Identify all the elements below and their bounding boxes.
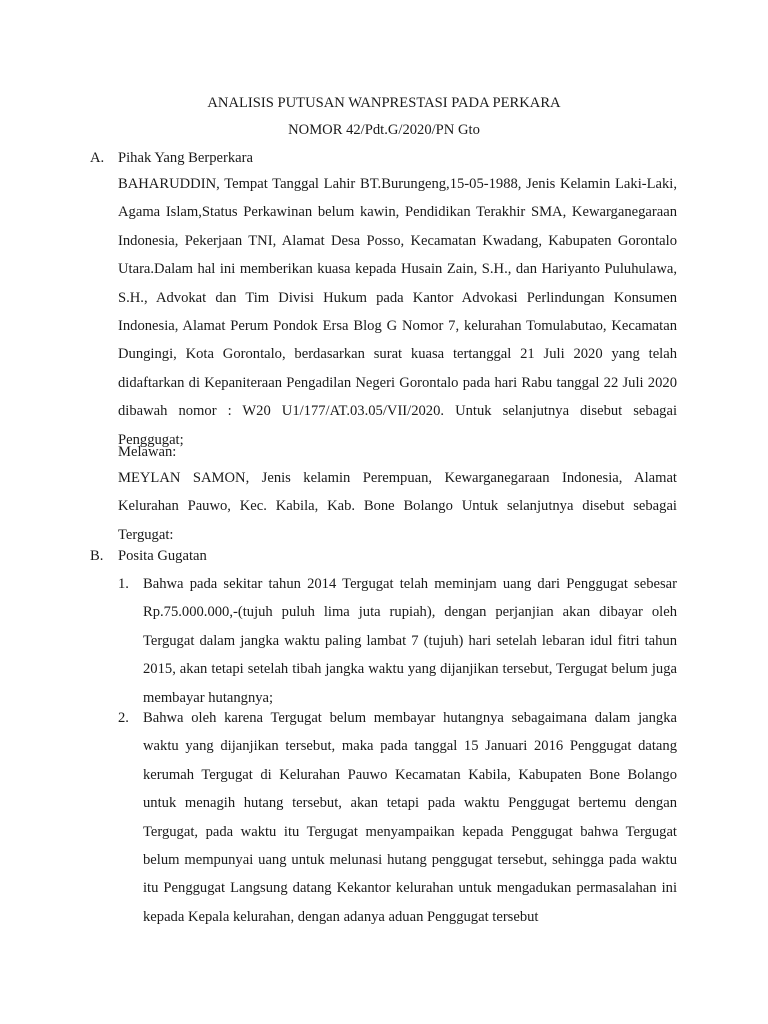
versus-label: Melawan: bbox=[118, 444, 177, 460]
section-a-heading: Pihak Yang Berperkara bbox=[118, 150, 253, 166]
plaintiff-paragraph: BAHARUDDIN, Tempat Tanggal Lahir BT.Burungeng,15-05-1988, Jenis Kelamin Laki-Laki, Agama Islam,Status Perkawinan belum kawin, Pendidikan Terakhir SMA, Kewarganegaraan Indonesia, Pekerjaan TNI, Alamat Desa Posso, Kecamatan Kwadang, Kabupaten Gorontalo Utara.Dalam hal ini memberikan kuasa kepada Husain Zain, S.H., dan Hariyanto Puluhulawa, S.H., Advokat dan Tim Divisi Hukum pada Kantor Advokasi Perlindungan Konsumen Indonesia, Alamat Perum Pondok Ersa Blog G Nomor 7, kelurahan Tomulabutao, Kecamatan Dungingi, Kota Gorontalo, berdasarkan surat kuasa tertanggal 21 Juli 2020 yang telah didaftarkan di Kepaniteraan Pengadilan Negeri Gorontalo pada hari Rabu tanggal 22 Juli 2020 dibawah nomor : W20 U1/177/AT.03.05/VII/2020. Untuk selanjutnya disebut sebagai Penggugat; bbox=[118, 176, 677, 448]
list-item-text: Bahwa pada sekitar tahun 2014 Tergugat telah meminjam uang dari Penggugat sebesar Rp.75.000.000,-(tujuh puluh lima juta rupiah), dengan perjanjian akan dibayar oleh Tergugat dalam jangka waktu paling lambat 7 (tujuh) hari setelah lebaran idul fitri tahun 2015, akan tetapi setelah tibah jangka waktu yang dijanjikan tersebut, Tergugat belum juga membayar hutangnya; bbox=[143, 576, 677, 706]
section-b-letter: B. bbox=[90, 548, 104, 564]
section-a-letter: A. bbox=[90, 150, 105, 166]
list-item-number: 1. bbox=[118, 576, 129, 592]
document-title-line-2: NOMOR 42/Pdt.G/2020/PN Gto bbox=[288, 122, 480, 138]
section-b-heading: Posita Gugatan bbox=[118, 548, 207, 564]
document-title-line-1: ANALISIS PUTUSAN WANPRESTASI PADA PERKARA bbox=[207, 95, 561, 111]
list-item-number: 2. bbox=[118, 710, 129, 726]
defendant-paragraph: MEYLAN SAMON, Jenis kelamin Perempuan, Kewarganegaraan Indonesia, Alamat Kelurahan Pauwo, Kec. Kabila, Kab. Bone Bolango Untuk selanjutnya disebut sebagai Tergugat: bbox=[118, 470, 677, 543]
list-item-text: Bahwa oleh karena Tergugat belum membayar hutangnya sebagaimana dalam jangka waktu yang dijanjikan tersebut, maka pada tanggal 15 Januari 2016 Penggugat datang kerumah Tergugat di Kelurahan Pauwo Kecamatan Kabila, Kabupaten Bone Bolango untuk menagih hutang tersebut, akan tetapi pada waktu Penggugat bertemu dengan Tergugat, pada waktu itu Tergugat menyampaikan kepada Penggugat bahwa Tergugat belum mempunyai uang untuk melunasi hutang penggugat tersebut, sehingga pada waktu itu Penggugat Langsung datang Kekantor kelurahan untuk mengadukan permasalahan ini kepada Kepala kelurahan, dengan adanya aduan Penggugat tersebut bbox=[143, 710, 677, 925]
